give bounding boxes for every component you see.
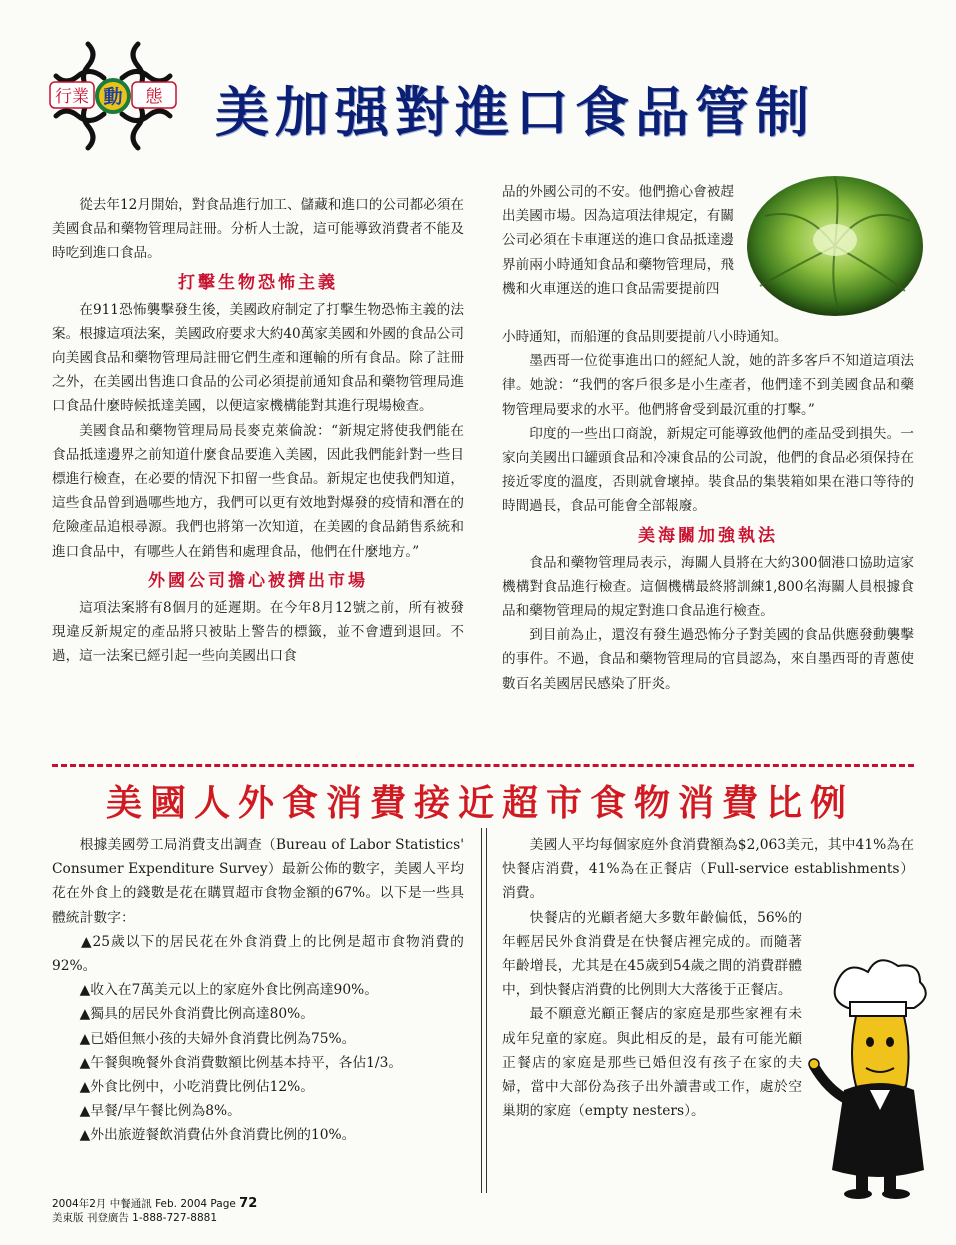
- page-footer: [52, 1197, 257, 1225]
- stat-bullet: ▲ 25歲以下的居民花在外食消費上的比例是超市食物消費的92%。: [52, 930, 464, 978]
- stat-bullet: ▲ 午餐與晚餐外食消費數額比例基本持平，各佔1/3。: [52, 1051, 464, 1075]
- stat-bullet: ▲ 獨具的居民外食消費比例高達80%。: [52, 1002, 464, 1026]
- article1-paragraph: 美國食品和藥物管理局局長麥克萊倫說：“新規定將使我們能在食品抵達邊界之前知道什麼食品要進入美國，因此我們能針對一些目標進行檢查，在必要的情況下扣留一些食品。新規定也使我們知道，這些食品曾到過哪些地方，我們可以更有效地對爆發的疫情和潛在的危險產品追根尋源。我們也將第一次知道，在美國的食品銷售系統和進口食品中，有哪些人在銷售和處理食品，他們在什麼地方。”: [52, 422, 464, 560]
- article2-paragraph: 根據美國勞工局消費支出調查（Bureau of Labor Statistics' Consumer Expenditure Survey）最新公佈的數字，美國人平均花在外食上的錢數是花在購買超市食物金額的67%。以下是一些具體統計數字：: [52, 837, 464, 926]
- article1-right-column-top: [502, 180, 734, 301]
- article1-paragraph: 印度的一些出口商說，新規定可能導致他們的產品受到損失。一家向美國出口罐頭食品和冷凍食品的公司說，他們的食品必須保持在接近零度的溫度，否則就會壞掉。裝食品的集裝箱如果在港口等待的時間過長，食品可能會全部報廢。: [502, 425, 914, 515]
- subhead-foreign-companies: 外國公司擔心被擠出市場: [148, 570, 368, 591]
- lettuce-image: [740, 170, 925, 322]
- article1-paragraph-continued: 品的外國公司的不安。他們擔心會被趕出美國市場。因為這項法律規定，有關公司必須在卡車運送的進口食品抵達邊界前兩小時通知食品和藥物管理局，飛機和火車運送的進口食品需要提前四: [502, 184, 734, 297]
- article1-paragraph: 墨西哥一位從事進出口的經紀人說，她的許多客戶不知道這項法律。她說：“我們的客戶很多是小生產者，他們達不到美國食品和藥物管理局要求的水平。他們將會受到最沉重的打擊。”: [502, 353, 914, 418]
- svg-text:動: 動: [103, 86, 123, 108]
- article1-paragraph: 這項法案將有8個月的延遲期。在今年8月12號之前，所有被發現違反新規定的產品將只被貼上警告的標籤，並不會遭到退回。不過，這一法案已經引起一些向美國出口食: [52, 599, 464, 665]
- stat-bullet: ▲ 早餐/早午餐比例為8%。: [52, 1099, 464, 1123]
- page-number: 72: [239, 1196, 258, 1211]
- article1-right-column: [502, 325, 914, 696]
- page-title: 美加强對進口食品管制: [215, 81, 815, 144]
- section-divider: [52, 764, 914, 767]
- stat-bullet: ▲ 收入在7萬美元以上的家庭外食比例高達90%。: [52, 978, 464, 1002]
- article1-paragraph: 在911恐怖襲擊發生後，美國政府制定了打擊生物恐怖主義的法案。根據這項法案，美國政府要求大約40萬家美國和外國的食品公司向美國食品和藥物管理局註冊它們生產和運輸的所有食品。除了註冊之外，在美國出售進口食品的公司必須提前通知食品和藥物管理局進口食品什麼時候抵達美國，以便這家機構能對其進行現場檢查。: [52, 301, 464, 415]
- article1-left-column: [52, 193, 464, 668]
- article1-paragraph-end: 小時通知，而船運的食品則要提前八小時通知。: [502, 329, 788, 345]
- article2-paragraph: 最不願意光顧正餐店的家庭是那些家裡有未成年兒童的家庭。與此相反的是，最有可能光顧正餐店的家庭是那些已婚但沒有孩子在家的夫婦，當中大部份為孩子出外讀書或工作，處於空巢期的家庭（empty nesters）。: [502, 1006, 802, 1120]
- article2-paragraph: 美國人平均每個家庭外食消費額為$2,063美元，其中41%為在快餐店消費，41%為在正餐店（Full-service establishments）消費。: [502, 837, 914, 902]
- stat-bullet: ▲ 外出旅遊餐飲消費佔外食消費比例的10%。: [52, 1123, 464, 1147]
- article1-paragraph: 食品和藥物管理局表示，海關人員將在大約300個港口協助這家機構對食品進行檢查。這個機構最終將訓練1,800名海關人員根據食品和藥物管理局的規定對進口食品進行檢查。: [502, 554, 914, 620]
- column-rule: [481, 828, 487, 1193]
- footer-ad-contact: 美東版 刊登廣告 1-888-727-8881: [52, 1212, 218, 1224]
- stat-bullet: ▲ 外食比例中，小吃消費比例佔12%。: [52, 1075, 464, 1099]
- article1-paragraph: 到目前為止，還沒有發生過恐怖分子對美國的食品供應發動襲擊的事件。不過，食品和藥物管理局的官員認為，來自墨西哥的青蔥使數百名美國居民感染了肝炎。: [502, 627, 914, 692]
- subhead-customs: 美海關加強執法: [638, 525, 778, 546]
- stat-bullet: ▲ 已婚但無小孩的夫婦外食消費比例為75%。: [52, 1027, 464, 1051]
- article2-title: 美國人外食消費接近超市食物消費比例: [105, 782, 854, 824]
- svg-text:態: 態: [145, 87, 163, 107]
- article2-paragraph: 快餐店的光顧者絕大多數年齡偏低，56%的年輕居民外食消費是在快餐店裡完成的。而隨著年齡增長，尤其是在45歲到54歲之間的消費群體中，到快餐店消費的比例則大大落後于正餐店。: [502, 909, 802, 999]
- article2-left-column: [52, 833, 464, 1148]
- svg-text:行業: 行業: [55, 87, 89, 107]
- footer-issue: 2004年2月 中餐通訊 Feb. 2004 Page: [52, 1198, 236, 1210]
- article1-intro: 從去年12月開始，對食品進行加工、儲藏和進口的公司都必須在美國食品和藥物管理局註冊。分析人士說，這可能導致消費者不能及時吃到進口食品。: [52, 197, 464, 262]
- industry-news-logo: [48, 36, 178, 156]
- chef-illustration: [808, 950, 938, 1200]
- subhead-bioterrorism: 打擊生物恐怖主義: [178, 272, 338, 293]
